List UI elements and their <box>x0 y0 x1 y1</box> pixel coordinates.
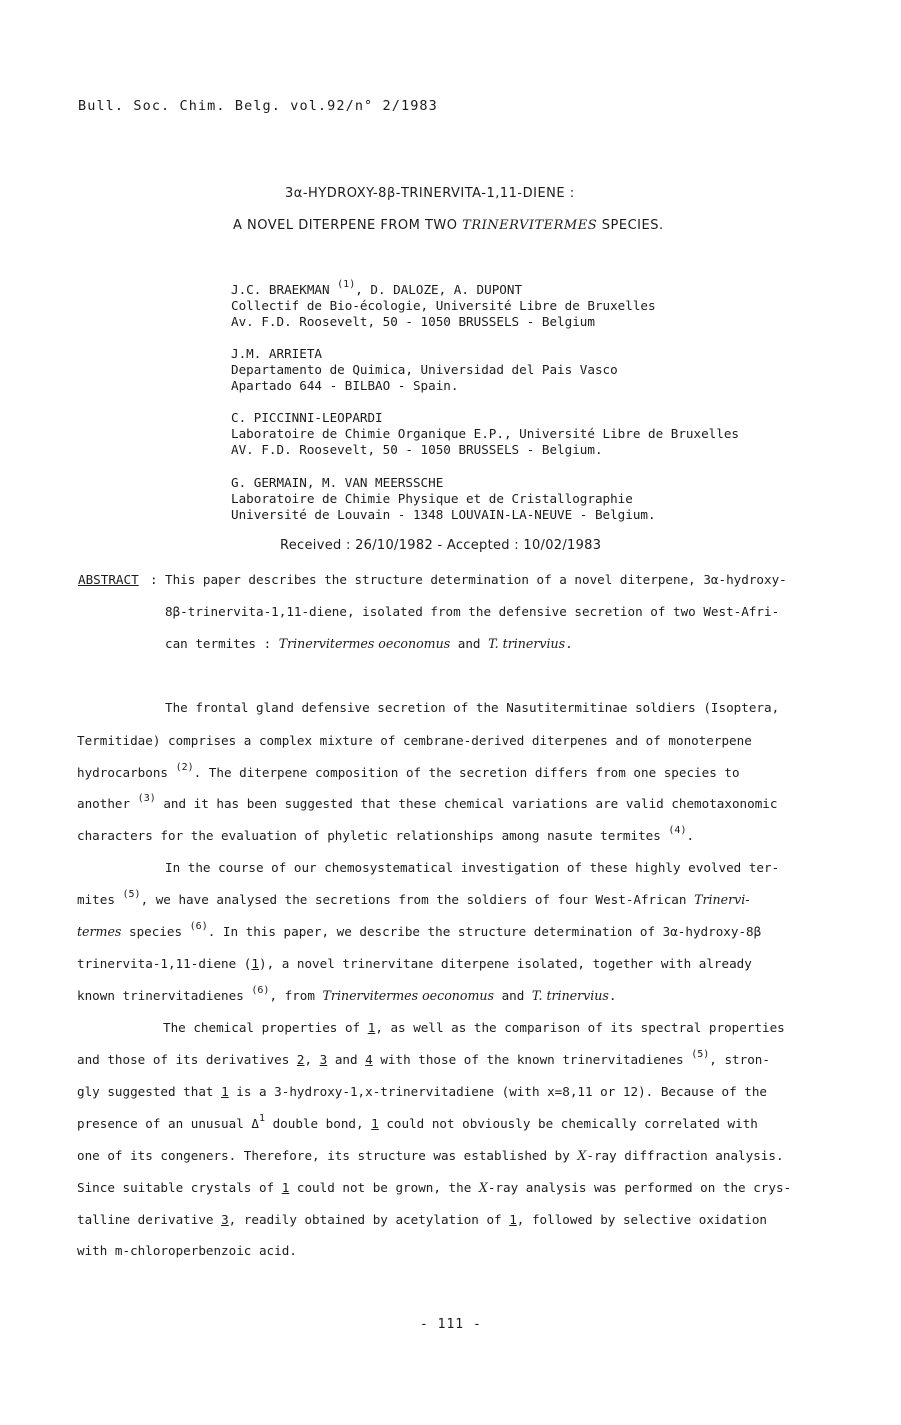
body-line: gly suggested that 1 is a 3-hydroxy-1,x-trinervitadiene (with x=8,11 or 12). Because of the <box>77 1084 767 1099</box>
compound-number: 3 <box>319 1052 328 1067</box>
body-line: The chemical properties of 1, as well as the comparison of its spectral properties <box>163 1020 785 1035</box>
citation-ref: (6) <box>189 921 208 932</box>
body-line: termes species $^{(6)}$. In this paper, we describe the structure determination of 3α-hydroxy-8β <box>77 921 762 939</box>
citation-ref: (5) <box>122 889 141 900</box>
author-group-1 <box>231 279 656 330</box>
body-line: presence of an unusual $\Delta^1$ double bond, 1 could not obviously be chemically correlated with <box>77 1113 758 1131</box>
received-accepted-dates: Received : 26/10/1982 - Accepted : 10/02/1983 <box>280 538 602 553</box>
abstract-line-2: 8β-trinervita-1,11-diene, isolated from the defensive secretion of two West-Afri- <box>165 604 780 619</box>
compound-number: 1 <box>281 1180 290 1195</box>
affiliation: Departamento de Quimica, Universidad del Pais Vasco <box>231 362 618 377</box>
citation-ref: (6) <box>251 985 270 996</box>
compound-number: 2 <box>296 1052 305 1067</box>
journal-reference: Bull. Soc. Chim. Belg. vol.92/n° 2/1983 <box>78 98 438 114</box>
body-line: and those of its derivatives 2, 3 and 4 with those of the known trinervitadienes $^{(5)}$, stron- <box>77 1049 770 1067</box>
compound-number: 1 <box>509 1212 517 1227</box>
page-number: - 111 - <box>420 1317 482 1332</box>
citation-ref: (5) <box>691 1049 710 1060</box>
affiliation: Collectif de Bio-écologie, Université Libre de Bruxelles <box>231 298 656 313</box>
author-names: J.C. BRAEKMAN $^{(1)}$, D. DALOZE, A. DUPONT <box>231 279 523 297</box>
body-line: one of its congeners. Therefore, its structure was established by X-ray diffraction analysis. <box>77 1148 784 1163</box>
citation-ref: (2) <box>175 762 194 773</box>
author-group-4 <box>231 475 656 523</box>
compound-number: 1 <box>251 956 259 971</box>
abstract-separator: : <box>150 572 158 587</box>
body-line: with m-chloroperbenzoic acid. <box>77 1243 297 1258</box>
title-line-2: A NOVEL DITERPENE FROM TWO TRINERVITERMES SPECIES. <box>233 218 664 233</box>
body-line: Termitidae) comprises a complex mixture of cembrane-derived diterpenes and of monoterpene <box>77 733 752 748</box>
author-names: C. PICCINNI-LEOPARDI <box>231 410 383 425</box>
author-names: J.M. ARRIETA <box>231 346 322 361</box>
body-line: talline derivative 3, readily obtained by acetylation of 1, followed by selective oxidation <box>77 1212 768 1227</box>
compound-number: 3 <box>221 1212 229 1227</box>
affiliation: Laboratoire de Chimie Physique et de Cristallographie <box>231 491 633 506</box>
compound-number: 1 <box>371 1116 379 1131</box>
body-line: another $^{(3)}$ and it has been suggested that these chemical variations are valid chemotaxonomic <box>77 793 778 811</box>
author-group-3 <box>231 410 739 458</box>
body-line: characters for the evaluation of phyletic relationships among nasute termites $^{(4)}$. <box>77 825 695 843</box>
address: Apartado 644 - BILBAO - Spain. <box>231 378 459 393</box>
affiliation: Laboratoire de Chimie Organique E.P., Université Libre de Bruxelles <box>231 426 739 441</box>
abstract-line-3: can termites : Trinervitermes oeconomus and T. trinervius. <box>165 636 573 651</box>
compound-number: 1 <box>367 1020 376 1035</box>
compound-number: 1 <box>221 1084 229 1099</box>
body-line: Since suitable crystals of 1 could not be grown, the X-ray analysis was performed on the crys- <box>77 1180 792 1195</box>
abstract-label: ABSTRACT <box>78 572 139 587</box>
address: AV. F.D. Roosevelt, 50 - 1050 BRUSSELS - Belgium. <box>231 442 603 457</box>
address: Av. F.D. Roosevelt, 50 - 1050 BRUSSELS - Belgium <box>231 314 595 329</box>
body-line: trinervita-1,11-diene (1), a novel trinervitane diterpene isolated, together with already <box>77 956 752 971</box>
body-line: The frontal gland defensive secretion of the Nasutitermitinae soldiers (Isoptera, <box>165 700 780 715</box>
citation-ref: (4) <box>668 825 687 836</box>
body-line: hydrocarbons $^{(2)}$. The diterpene composition of the secretion differs from one species to <box>77 762 740 780</box>
author-names: G. GERMAIN, M. VAN MEERSSCHE <box>231 475 444 490</box>
body-line: In the course of our chemosystematical investigation of these highly evolved ter- <box>165 860 780 875</box>
author-group-2 <box>231 346 618 394</box>
address: Université de Louvain - 1348 LOUVAIN-LA-NEUVE - Belgium. <box>231 507 656 522</box>
citation-ref: (3) <box>137 793 156 804</box>
title-line-1: 3α-HYDROXY-8β-TRINERVITA-1,11-DIENE : <box>285 186 575 201</box>
title-genus: TRINERVITERMES <box>462 218 598 233</box>
body-line: known trinervitadienes $^{(6)}$, from Trinervitermes oeconomus and T. trinervius. <box>77 985 617 1003</box>
footnote-ref: (1) <box>337 279 356 290</box>
abstract-line-1: This paper describes the structure determination of a novel diterpene, 3α-hydroxy- <box>165 572 787 587</box>
compound-number: 4 <box>365 1052 373 1067</box>
body-line: mites $^{(5)}$, we have analysed the secretions from the soldiers of four West-African Trinervi- <box>77 889 750 907</box>
